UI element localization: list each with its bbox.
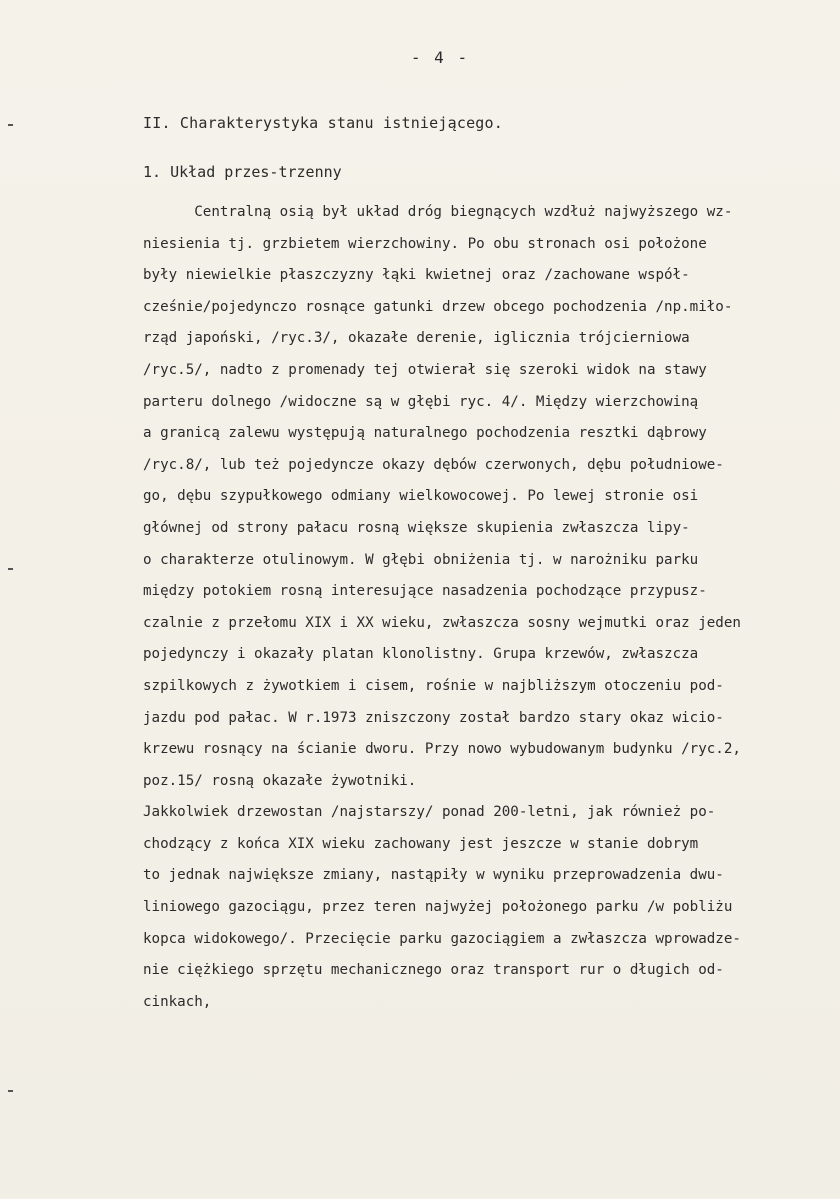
text-line: chodzący z końca XIX wieku zachowany jest jeszcze w stanie dobrym: [143, 835, 699, 852]
margin-mark: [8, 124, 13, 126]
text-line: jazdu pod pałac. W r.1973 zniszczony został bardzo stary okaz wicio-: [143, 709, 724, 726]
text-line: cinkach,: [143, 993, 212, 1010]
text-line: cześnie/pojedynczo rosnące gatunki drzew obcego pochodzenia /np.miło-: [143, 298, 733, 315]
subsection-heading: 1. Układ przes-trzenny: [143, 163, 342, 181]
text-line: Jakkolwiek drzewostan /najstarszy/ ponad 200-letni, jak również po-: [143, 804, 716, 821]
text-line: krzewu rosnący na ścianie dworu. Przy nowo wybudowanym budynku /ryc.2,: [143, 741, 741, 758]
text-line: nie ciężkiego sprzętu mechanicznego oraz transport rur o długich od-: [143, 962, 724, 979]
text-line: były niewielkie płaszczyzny łąki kwietnej oraz /zachowane współ-: [143, 267, 690, 284]
text-line: Centralną osią był układ dróg biegnących wzdłuż najwyższego wz-: [143, 204, 733, 220]
text-line: /ryc.5/, nadto z promenady tej otwierał się szeroki widok na stawy: [143, 361, 707, 378]
text-line: głównej od strony pałacu rosną większe skupienia zwłaszcza lipy-: [143, 519, 690, 536]
text-line: /ryc.8/, lub też pojedyncze okazy dębów czerwonych, dębu południowe-: [143, 456, 724, 473]
body-text: [143, 197, 823, 1018]
text-line: liniowego gazociągu, przez teren najwyżej położonego parku /w pobliżu: [143, 899, 733, 916]
text-line: niesienia tj. grzbietem wierzchowiny. Po obu stronach osi położone: [143, 235, 707, 252]
margin-mark: [8, 1090, 13, 1092]
page-number: - 4 -: [410, 48, 470, 67]
text-line: szpilkowych z żywotkiem i cisem, rośnie w najbliższym otoczeniu pod-: [143, 677, 724, 694]
text-line: to jednak największe zmiany, nastąpiły w wyniku przeprowadzenia dwu-: [143, 867, 724, 884]
text-line: pojedynczy i okazały platan klonolistny. Grupa krzewów, zwłaszcza: [143, 646, 699, 663]
section-heading: II. Charakterystyka stanu istniejącego.: [143, 114, 503, 132]
text-line: a granicą zalewu występują naturalnego pochodzenia resztki dąbrowy: [143, 425, 707, 442]
text-line: go, dębu szypułkowego odmiany wielkowocowej. Po lewej stronie osi: [143, 488, 699, 505]
text-line: kopca widokowego/. Przecięcie parku gazociągiem a zwłaszcza wprowadze-: [143, 930, 741, 947]
text-line: poz.15/ rosną okazałe żywotniki.: [143, 772, 417, 789]
text-line: czalnie z przełomu XIX i XX wieku, zwłaszcza sosny wejmutki oraz jeden: [143, 614, 741, 631]
text-line: o charakterze otulinowym. W głębi obniżenia tj. w narożniku parku: [143, 551, 699, 568]
text-line: rząd japoński, /ryc.3/, okazałe derenie, iglicznia trójcierniowa: [143, 330, 690, 347]
text-line: między potokiem rosną interesujące nasadzenia pochodzące przypusz-: [143, 583, 707, 600]
text-line: parteru dolnego /widoczne są w głębi ryc. 4/. Między wierzchowiną: [143, 393, 699, 410]
margin-mark: [8, 568, 13, 570]
